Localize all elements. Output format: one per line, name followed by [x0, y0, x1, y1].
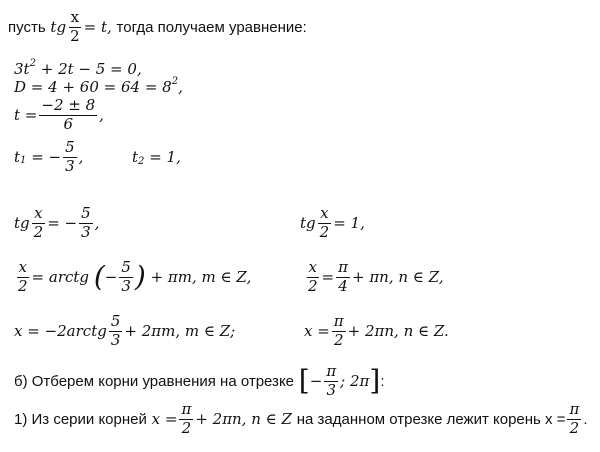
t2-value: = 1, [149, 148, 181, 166]
case-right-numerator: x [320, 204, 329, 222]
sol1-left-numerator: x [18, 258, 27, 276]
solution2-right [304, 314, 449, 349]
root-t1 [14, 140, 83, 175]
item1-x-eq: x = [151, 409, 178, 428]
sol1-right-fraction [306, 260, 320, 295]
sol2-right-tail: + 2πn, n ∈ Z. [347, 321, 449, 340]
eq3-fraction [39, 98, 97, 133]
sol1-right-pi-denominator: 4 [338, 276, 348, 295]
sol1-left-close-paren: ) [134, 260, 146, 294]
eq1-sup: 2 [29, 57, 36, 69]
sol2-left-tail: + 2πm, m ∈ Z; [124, 321, 236, 340]
sol1-left-fraction [16, 260, 30, 295]
sol1-left-tail: + πm, m ∈ Z, [150, 267, 252, 286]
t1-eq: = − [31, 147, 62, 166]
case-left-numerator: x [34, 204, 43, 222]
eq2-part1: D = 4 + 60 = 64 = 8 [14, 78, 172, 96]
interval-denominator: 3 [326, 380, 337, 399]
sol1-right-pi-fraction [336, 260, 350, 295]
sol2-left-head: x = −2arctg [14, 321, 107, 340]
item1-text2: на заданном отрезке лежит корень x = [296, 410, 566, 428]
fraction-x-over-2 [68, 10, 82, 45]
interval-fraction [324, 364, 338, 399]
sol2-right-denominator: 2 [333, 330, 344, 349]
equation-discriminant [14, 75, 183, 96]
case-left-rhs-fraction [79, 206, 93, 241]
sol2-right-head: x = [304, 321, 330, 340]
sol1-left-open-paren: ( [93, 260, 105, 294]
sol1-left-inner-denominator: 3 [121, 276, 131, 295]
eq1-part1: 3t [14, 60, 30, 78]
t1-tail: , [78, 147, 84, 166]
sol2-right-numerator: π [333, 312, 344, 330]
sol1-left-minus: − [104, 267, 118, 286]
interval-minus: − [309, 371, 323, 390]
interval-numerator: π [326, 362, 337, 380]
solution2-left [14, 314, 235, 349]
eq3-denominator: 6 [63, 114, 74, 133]
case-left [14, 206, 99, 241]
sol1-left-inner-numerator: 5 [121, 258, 131, 276]
interval-close-bracket: ] [369, 364, 381, 398]
eq3-tail: , [99, 105, 104, 124]
part-b-text: б) Отберем корни уравнения на отрезке [14, 372, 295, 390]
t1-subscript: 1 [20, 155, 27, 167]
sol2-right-fraction [332, 314, 346, 349]
t1-denominator: 3 [65, 156, 75, 175]
item1-root-fraction [567, 402, 581, 437]
sol1-right-denominator: 2 [308, 276, 318, 295]
case-left-rhs-numerator: 5 [81, 204, 91, 222]
root-t2 [132, 150, 181, 165]
sol1-right-eq: = [321, 267, 335, 286]
tg-label: tg [50, 17, 67, 36]
eq3-numerator: −2 ± 8 [41, 96, 96, 114]
sol1-left-eq: = arctg [31, 267, 90, 286]
item1-root-denominator: 2 [569, 418, 580, 437]
solution1-left [14, 260, 251, 295]
equation-t-roots [14, 98, 104, 133]
sol2-left-numerator: 5 [110, 312, 121, 330]
sol2-left-fraction [109, 314, 123, 349]
equation-quadratic [14, 57, 142, 78]
t1-numerator: 5 [65, 138, 75, 156]
item1-series: + 2πn, n ∈ Z [195, 409, 292, 428]
case-left-tg: tg [14, 213, 30, 232]
t2-subscript: 2 [138, 155, 145, 167]
sol1-right-tail: + πn, n ∈ Z, [351, 267, 444, 286]
item1-root-numerator: π [569, 400, 580, 418]
case-right-tg: tg [300, 213, 316, 232]
sol1-left-inner-fraction [119, 260, 133, 295]
sol1-right-pi-numerator: π [338, 258, 348, 276]
sol1-left-denominator: 2 [18, 276, 28, 295]
item1-line [14, 402, 587, 437]
interval-open-bracket: [ [298, 364, 310, 398]
item1-series-fraction [179, 402, 193, 437]
case-right-eq: = 1, [333, 213, 365, 232]
eq1-part2: + 2t − 5 = 0, [40, 60, 142, 78]
eq2-part2: , [178, 78, 183, 96]
t1-symbol: t [14, 147, 21, 166]
part-b-line [14, 364, 385, 399]
case-left-denominator: 2 [33, 222, 44, 241]
case-right-fraction [318, 206, 332, 241]
case-right [300, 206, 365, 241]
fraction-numerator: x [70, 8, 80, 26]
case-right-denominator: 2 [319, 222, 330, 241]
intro-suffix: тогда получаем уравнение: [116, 18, 307, 36]
t1-fraction [63, 140, 77, 175]
item1-tail: . [583, 410, 588, 428]
eq2-sup: 2 [171, 75, 179, 87]
eq3-lhs: t = [14, 105, 38, 124]
part-b-tail: : [380, 372, 385, 390]
case-left-eq: = − [47, 213, 78, 232]
t2-symbol: t [132, 148, 139, 166]
item1-text: 1) Из серии корней [14, 410, 147, 428]
case-left-tail: , [94, 213, 100, 232]
solution1-right [304, 260, 444, 295]
item1-series-numerator: π [181, 400, 192, 418]
sol1-right-numerator: x [308, 258, 317, 276]
case-left-rhs-denominator: 3 [81, 222, 91, 241]
intro-line [8, 10, 307, 45]
fraction-denominator: 2 [70, 26, 80, 45]
intro-prefix: пусть [8, 18, 46, 36]
case-left-fraction [32, 206, 46, 241]
interval-end: ; 2π [340, 371, 370, 390]
item1-series-denominator: 2 [181, 418, 192, 437]
sol2-left-denominator: 3 [110, 330, 121, 349]
eq-t: = t, [83, 17, 112, 36]
